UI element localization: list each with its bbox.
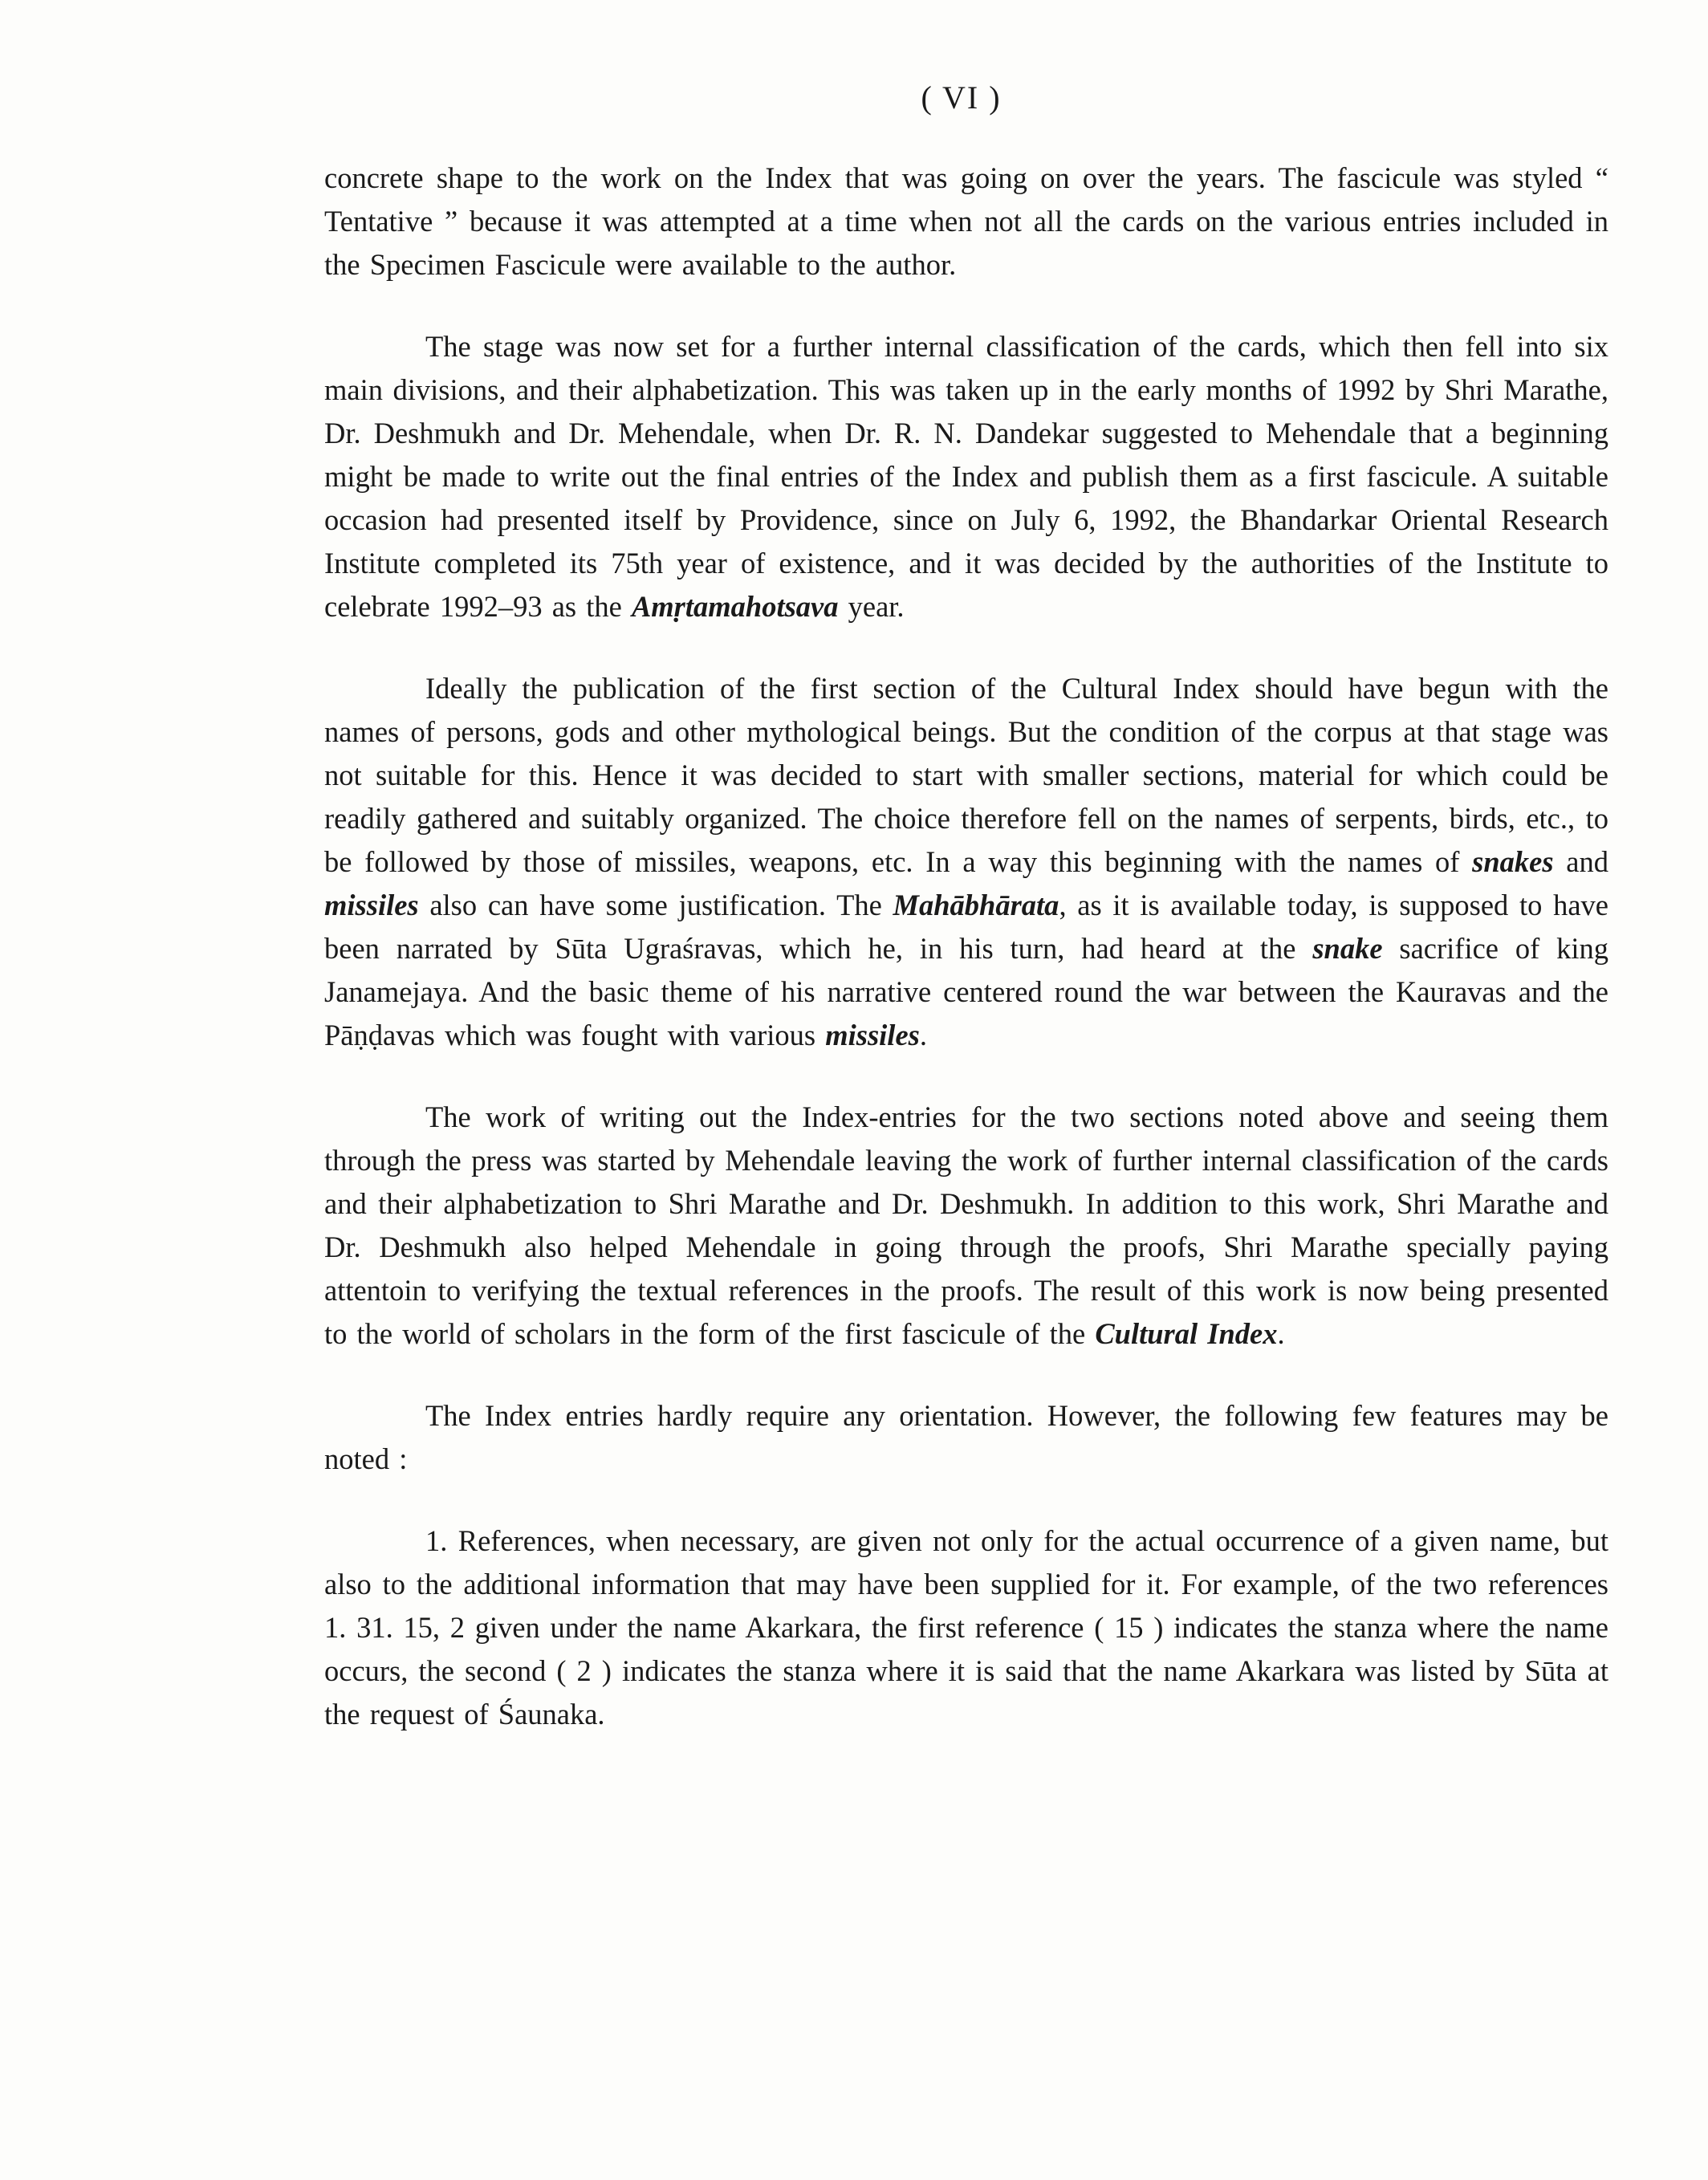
text-run: concrete shape to the work on the Index that was going on over the years. The fascicule was styled “ Tentative ” because it was attempted at a time when not all the cards on the various entries included in the Specimen Fascicule were available to the author. [324, 161, 1608, 281]
paragraph [324, 325, 1608, 628]
text-run: 1. References, when necessary, are given not only for the actual occurrence of a given name, but also to the additional information that may have been supplied for it. For example, of the two references 1. 31. 15, 2 given under the name Akarkara, the first reference ( 15 ) indicates the stanza where the name occurs, the second ( 2 ) indicates the stanza where it is said that the name Akarkara was listed by Sūta at the request of Śaunaka. [324, 1524, 1608, 1731]
paragraph [324, 667, 1608, 1057]
italic-term: snake [1312, 932, 1383, 965]
text-run: also can have some justification. The [418, 889, 893, 921]
text-run: and [1553, 845, 1609, 878]
paragraph [324, 1394, 1608, 1481]
text-run: year. [838, 590, 905, 623]
text-run: . [919, 1019, 927, 1051]
italic-term: missiles [825, 1019, 920, 1051]
paragraph [324, 157, 1608, 287]
italic-term: Cultural Index [1095, 1317, 1278, 1350]
text-run: . [1277, 1317, 1285, 1350]
page-body [324, 157, 1608, 1775]
text-run: sacrifice of king Janamejaya. And the basic theme of his narrative centered round the war between the Kauravas and the Pāṇḍavas which was fought with various [324, 932, 1608, 1051]
page-number: ( VI ) [921, 79, 1002, 116]
paragraph [324, 1096, 1608, 1356]
paragraph [324, 1519, 1608, 1736]
italic-term: snakes [1472, 845, 1554, 878]
italic-term: Amṛtamahotsava [631, 590, 839, 623]
italic-term: missiles [324, 889, 419, 921]
text-run: The work of writing out the Index-entries for the two sections noted above and seeing them through the press was started by Mehendale leaving the work of further internal classification of the cards and their alphabetization to Shri Marathe and Dr. Deshmukh. In addition to this work, Shri Marathe and Dr. Deshmukh also helped Mehendale in going through the proofs, Shri Marathe specially paying attentoin to verifying the textual references in the proofs. The result of this work is now being presented to the world of scholars in the form of the first fascicule of the [324, 1100, 1608, 1350]
text-run: Ideally the publication of the first section of the Cultural Index should have begun with the names of persons, gods and other mythological beings. But the condition of the corpus at that stage was not suitable for this. Hence it was decided to start with smaller sections, material for which could be readily gathered and suitably organized. The choice therefore fell on the names of serpents, birds, etc., to be followed by those of missiles, weapons, etc. In a way this beginning with the names of [324, 672, 1608, 878]
text-run: The stage was now set for a further internal classification of the cards, which then fell into six main divisions, and their alphabetization. This was taken up in the early months of 1992 by Shri Marathe, Dr. Deshmukh and Dr. Mehendale, when Dr. R. N. Dandekar suggested to Mehendale that a beginning might be made to write out the final entries of the Index and publish them as a first fascicule. A suitable occasion had presented itself by Providence, since on July 6, 1992, the Bhandarkar Oriental Research Institute completed its 75th year of existence, and it was decided by the authorities of the Institute to celebrate 1992–93 as the [324, 330, 1608, 623]
text-run: , as it is available today, is supposed to have been narrated by Sūta Ugraśravas, which he, in his turn, had heard at the [324, 889, 1608, 965]
italic-term: Mahābhārata [893, 889, 1059, 921]
text-run: The Index entries hardly require any orientation. However, the following few features may be noted : [324, 1399, 1608, 1475]
